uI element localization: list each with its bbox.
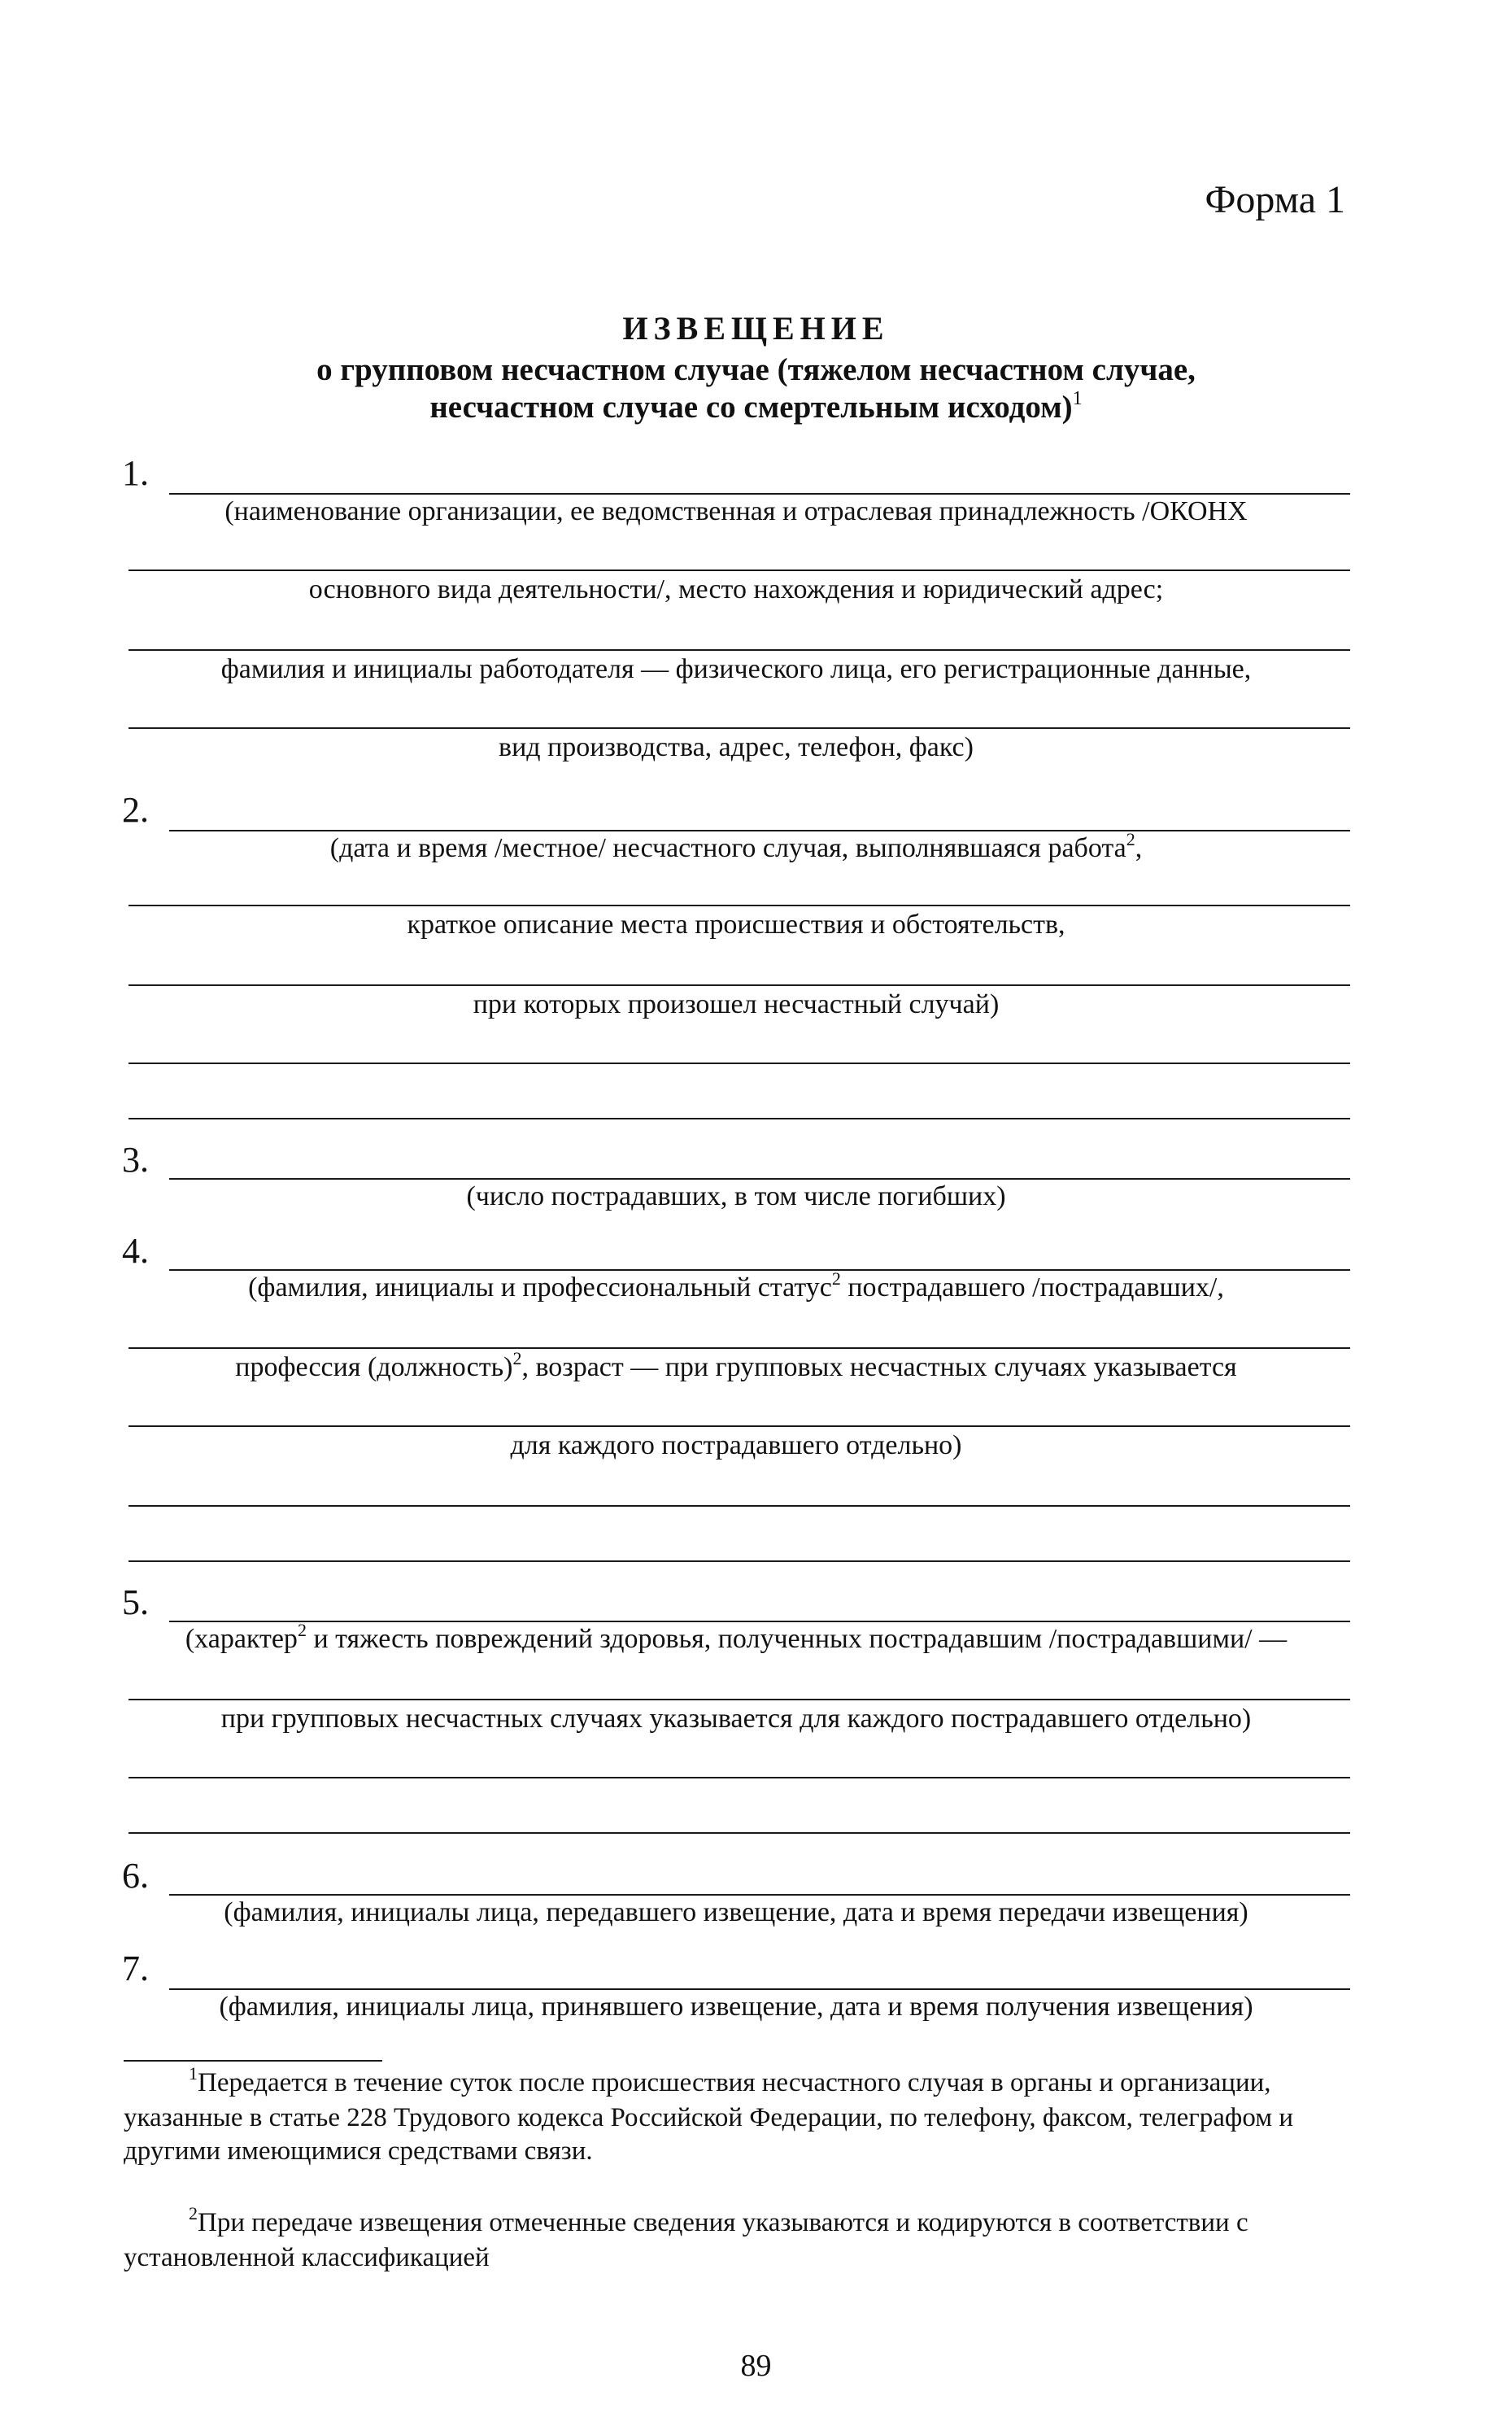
section-5-number: 5. bbox=[122, 1582, 149, 1622]
section-2-number: 2. bbox=[122, 790, 149, 830]
footnote-rule bbox=[124, 2060, 382, 2062]
section-6-number: 6. bbox=[122, 1856, 149, 1896]
section-4-hint bbox=[122, 1348, 1350, 1383]
footnote-mark: 2 bbox=[189, 2203, 198, 2223]
footnote-mark: 1 bbox=[1072, 388, 1083, 409]
section-2-field[interactable] bbox=[129, 905, 1350, 906]
section-2-field[interactable] bbox=[129, 984, 1350, 986]
section-7-field[interactable] bbox=[169, 1988, 1350, 1990]
section-4-field[interactable] bbox=[129, 1505, 1350, 1507]
section-4-number: 4. bbox=[122, 1231, 149, 1271]
page-number: 89 bbox=[740, 2349, 772, 2383]
subtitle-text: несчастном случае со смертельным исходом) bbox=[429, 390, 1073, 425]
section-3-number: 3. bbox=[122, 1140, 149, 1180]
footnote-text: При передаче извещения отмеченные сведения указываются и кодируются в соответствии с установленной классификацией bbox=[124, 2208, 1248, 2272]
section-4-hint: для каждого пострадавшего отдельно) bbox=[510, 1430, 962, 1460]
section-1-field[interactable] bbox=[169, 493, 1350, 495]
section-1-hint: фамилия и инициалы работодателя — физического лица, его регистрационные данные, bbox=[220, 654, 1252, 684]
hint-text: пострадавшего /пострадавших/, bbox=[840, 1272, 1224, 1303]
hint-text: (характер bbox=[185, 1624, 298, 1654]
section-5-field[interactable] bbox=[129, 1832, 1350, 1834]
section-2-field[interactable] bbox=[129, 1118, 1350, 1119]
section-2-hint: при которых произошел несчастный случай) bbox=[473, 989, 1000, 1019]
hint-text: и тяжесть повреждений здоровья, полученных пострадавшим /пострадавшими/ — bbox=[306, 1624, 1288, 1654]
form-label: Форма 1 bbox=[1205, 178, 1345, 221]
hint-text: (фамилия, инициалы и профессиональный статус bbox=[248, 1272, 832, 1303]
document-subtitle-line2 bbox=[0, 389, 1512, 425]
section-4-field[interactable] bbox=[129, 1425, 1350, 1427]
hint-text: , bbox=[1135, 833, 1143, 863]
hint-text: , возраст — при групповых несчастных случаях указывается bbox=[521, 1352, 1237, 1382]
footnote-mark: 2 bbox=[297, 1620, 307, 1640]
section-2-hint bbox=[122, 829, 1350, 864]
document-title: ИЗВЕЩЕНИЕ bbox=[622, 310, 890, 347]
section-5-hint bbox=[122, 1620, 1350, 1655]
section-1-hint: (наименование организации, ее ведомственная и отраслевая принадлежность /ОКОНХ bbox=[224, 496, 1248, 526]
section-2-field[interactable] bbox=[129, 1063, 1350, 1064]
section-5-field[interactable] bbox=[129, 1777, 1350, 1778]
footnote-mark: 2 bbox=[512, 1348, 522, 1368]
hint-text: (дата и время /местное/ несчастного случая, выполнявшаяся работа bbox=[329, 833, 1126, 863]
footnote-mark: 2 bbox=[831, 1268, 841, 1289]
section-7-number: 7. bbox=[122, 1948, 149, 1988]
footnote-2 bbox=[124, 2203, 1360, 2275]
section-4-field[interactable] bbox=[129, 1560, 1350, 1562]
section-6-field[interactable] bbox=[169, 1894, 1350, 1896]
section-2-field[interactable] bbox=[169, 830, 1350, 831]
section-5-field[interactable] bbox=[169, 1621, 1350, 1622]
section-3-field[interactable] bbox=[169, 1178, 1350, 1180]
section-1-field[interactable] bbox=[129, 727, 1350, 729]
hint-text: профессия (должность) bbox=[235, 1352, 513, 1382]
section-6-hint: (фамилия, инициалы лица, передавшего извещение, дата и время передачи извещения) bbox=[224, 1897, 1248, 1927]
section-4-hint bbox=[122, 1268, 1350, 1303]
section-1-field[interactable] bbox=[129, 649, 1350, 651]
section-3-hint: (число пострадавших, в том числе погибших) bbox=[466, 1181, 1006, 1211]
section-1-hint: основного вида деятельности/, место нахождения и юридический адрес; bbox=[308, 574, 1164, 604]
section-7-hint: (фамилия, инициалы лица, принявшего извещение, дата и время получения извещения) bbox=[219, 1992, 1253, 2022]
section-2-hint: краткое описание места происшествия и обстоятельств, bbox=[407, 910, 1065, 940]
section-4-field[interactable] bbox=[129, 1347, 1350, 1349]
footnote-mark: 2 bbox=[1126, 829, 1135, 849]
section-5-field[interactable] bbox=[129, 1699, 1350, 1700]
section-4-field[interactable] bbox=[169, 1269, 1350, 1271]
section-1-number: 1. bbox=[122, 453, 149, 493]
footnote-mark: 1 bbox=[189, 2063, 198, 2084]
section-1-field[interactable] bbox=[129, 569, 1350, 571]
section-1-hint: вид производства, адрес, телефон, факс) bbox=[499, 732, 974, 762]
section-5-hint: при групповых несчастных случаях указывается для каждого пострадавшего отдельно) bbox=[220, 1704, 1252, 1734]
document-subtitle-line1: о групповом несчастном случае (тяжелом несчастном случае, bbox=[316, 352, 1196, 387]
footnote-text: Передается в течение суток после происшествия несчастного случая в органы и организации, указанные в статье 228 Трудового кодекса Российской Федерации, по телефону, факсом, телеграфом и другими имеющимися средствами связи. bbox=[124, 2068, 1293, 2166]
footnote-1 bbox=[124, 2063, 1360, 2168]
